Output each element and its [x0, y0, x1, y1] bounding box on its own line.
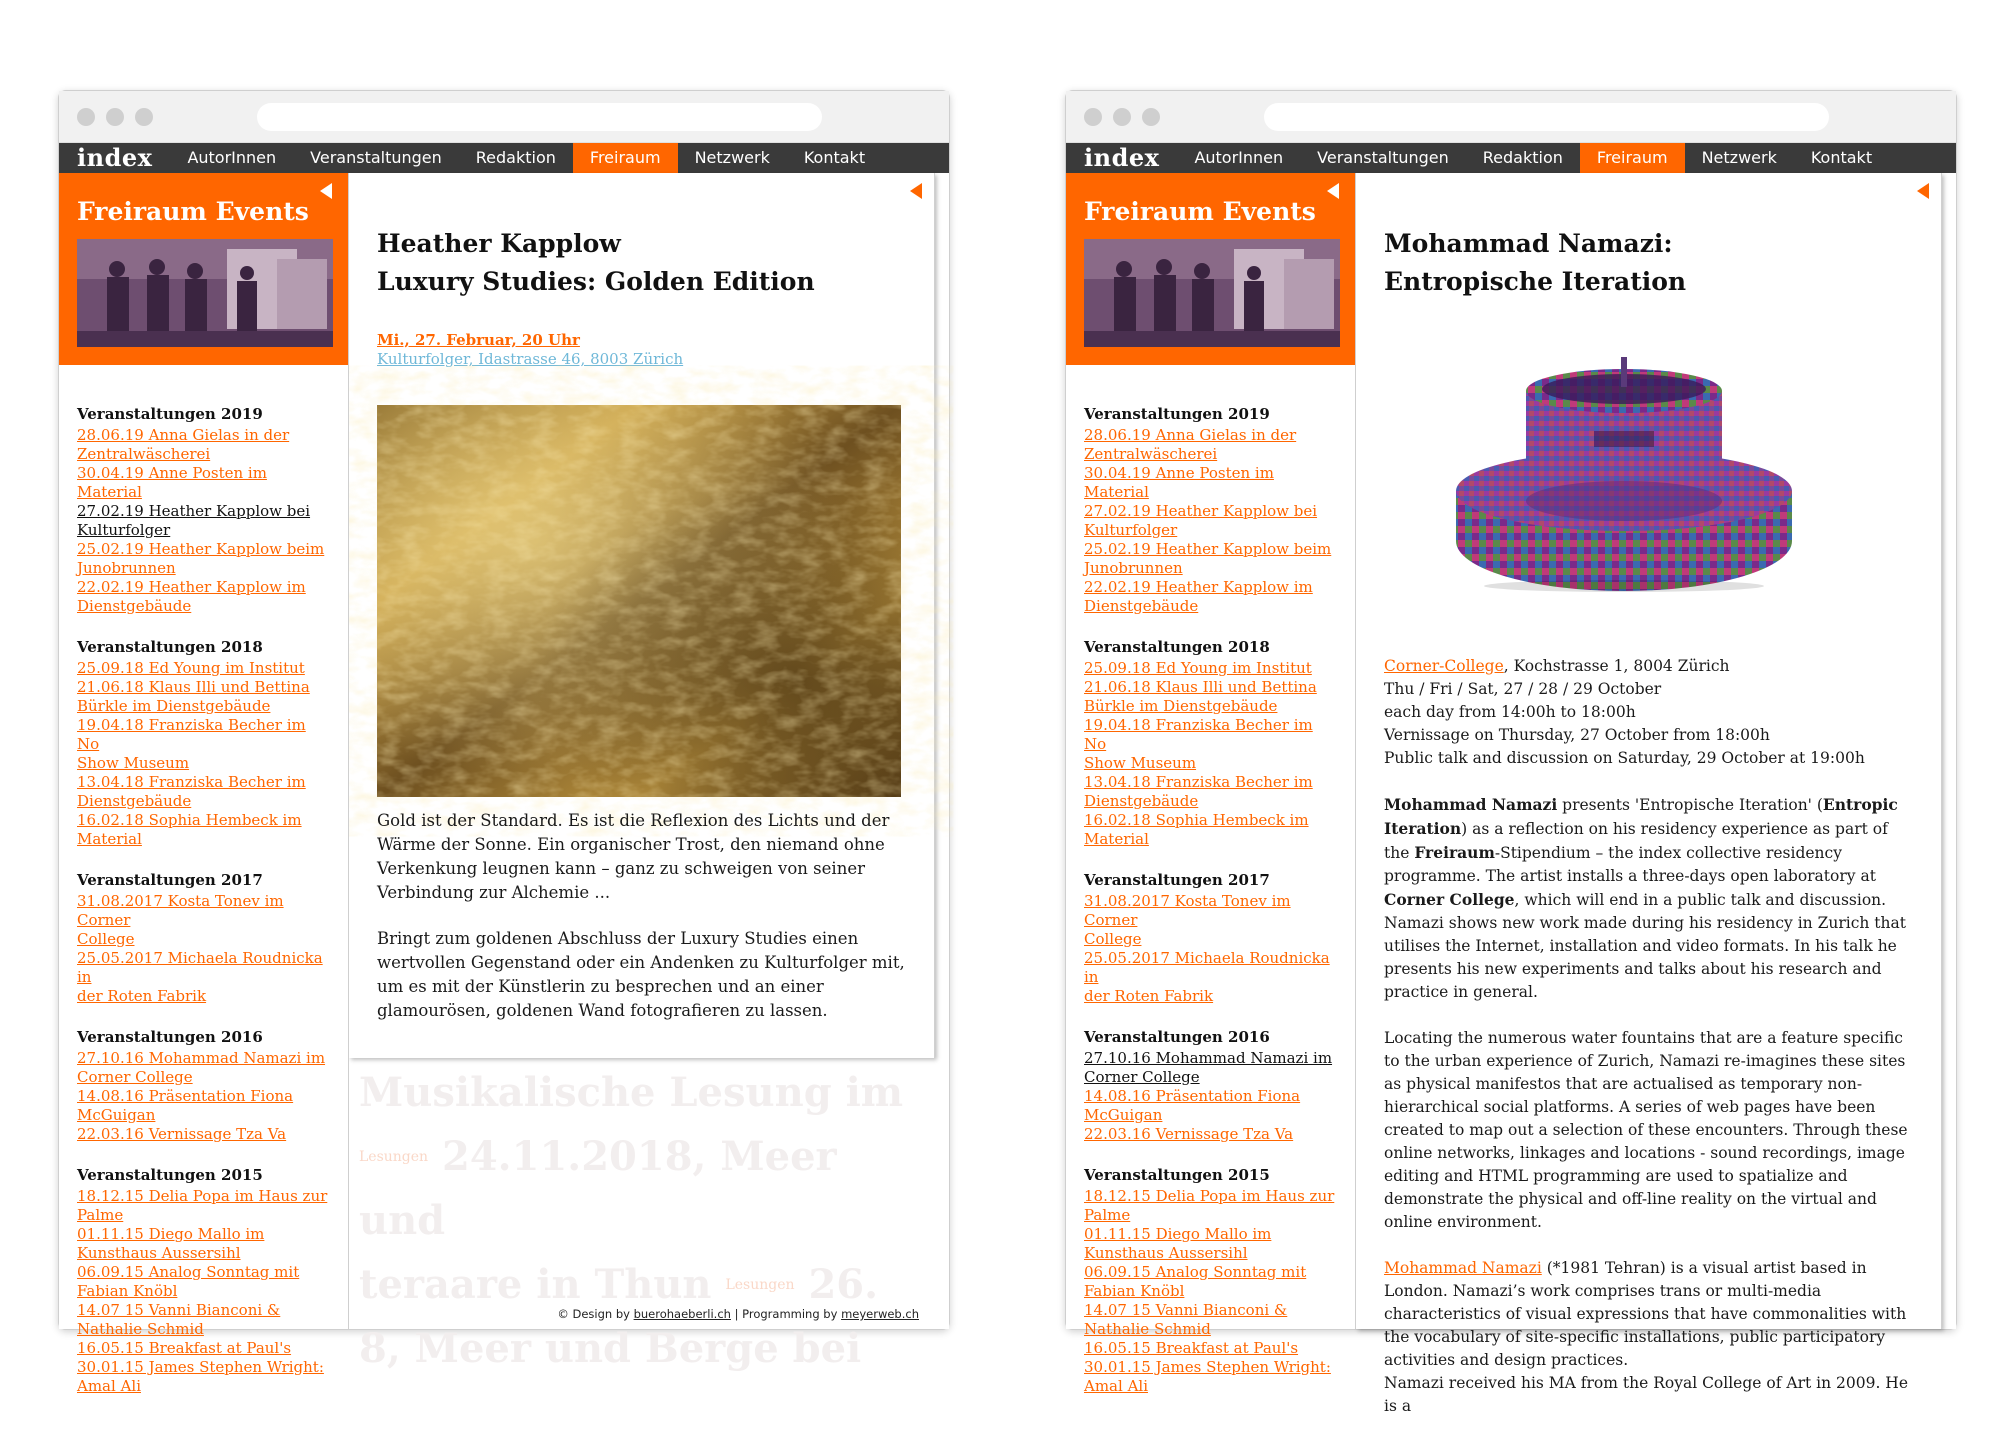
- event-link-line: 19.04.18 Franziska Becher im No: [77, 716, 306, 753]
- event-title: [1356, 173, 1941, 301]
- year-heading: Veranstaltungen 2017: [1084, 871, 1270, 889]
- event-link-line: 22.02.19 Heather Kapplow im: [1084, 578, 1313, 596]
- event-link-line: 25.09.18 Ed Young im Institut: [77, 659, 305, 677]
- event-link-line: 16.02.18 Sophia Hembeck im: [1084, 811, 1309, 829]
- event-link[interactable]: [1084, 1049, 1337, 1087]
- description-paragraph-3: [1384, 1257, 1917, 1418]
- artist-name: Mohammad Namazi: [1384, 795, 1558, 814]
- gold-wall-image: [377, 405, 901, 797]
- event-link-line: der Roten Fabrik: [77, 987, 207, 1005]
- footer-prog-prefix: | Programming by: [730, 1307, 842, 1321]
- event-hours: each day from 14:00h to 18:00h: [1384, 703, 1636, 721]
- main-nav: [59, 143, 949, 173]
- nav-item-freiraum[interactable]: Freiraum: [1580, 143, 1685, 173]
- nav-item-netzwerk[interactable]: Netzwerk: [1701, 148, 1777, 167]
- event-link-line: Bürkle im Dienstgebäude: [1084, 697, 1278, 715]
- year-group: [1084, 638, 1337, 849]
- event-link-line: Dienstgebäude: [1084, 597, 1199, 615]
- event-link-line: Kulturfolger: [1084, 521, 1178, 539]
- index-logo[interactable]: index: [77, 143, 153, 172]
- event-link[interactable]: [1084, 502, 1337, 540]
- event-link-line: Show Museum: [77, 754, 190, 772]
- event-link-line: 16.05.15 Breakfast at Paul's: [77, 1339, 292, 1357]
- event-link-line: Corner College: [1084, 1068, 1200, 1086]
- nav-item-kontakt[interactable]: Kontakt: [1810, 148, 1873, 167]
- collapse-arrow-icon[interactable]: [910, 183, 922, 199]
- event-link-line: 18.12.15 Delia Popa im Haus zur: [77, 1187, 328, 1205]
- collapse-arrow-icon[interactable]: [320, 183, 332, 199]
- nav-item-redaktion[interactable]: Redaktion: [1482, 148, 1563, 167]
- minimize-window-dot[interactable]: [1113, 108, 1131, 126]
- year-group: [77, 1028, 330, 1144]
- event-link-line: Nathalie Schmid: [77, 1320, 204, 1338]
- event-link[interactable]: [1084, 578, 1337, 616]
- event-link[interactable]: [1084, 1187, 1337, 1225]
- event-date[interactable]: Mi., 27. Februar, 20 Uhr: [377, 331, 580, 349]
- event-link[interactable]: [1084, 716, 1337, 773]
- year-heading: Veranstaltungen 2017: [77, 871, 263, 889]
- year-group: [77, 871, 330, 1006]
- sidebar-header: [1066, 173, 1355, 365]
- maximize-window-dot[interactable]: [135, 108, 153, 126]
- event-panel: [349, 173, 935, 1058]
- address-bar[interactable]: [1264, 103, 1829, 131]
- sidebar-header: [59, 173, 348, 365]
- event-link[interactable]: [1084, 426, 1337, 464]
- event-link[interactable]: [77, 426, 330, 464]
- event-link[interactable]: [77, 1087, 330, 1125]
- event-link-line: College: [77, 930, 135, 948]
- event-link-line: Junobrunnen: [1084, 559, 1183, 577]
- year-heading: Veranstaltungen 2018: [1084, 638, 1270, 656]
- event-link[interactable]: [77, 1301, 330, 1339]
- text-run: Namazi received his MA from the Royal College of Art in 2009. He is a: [1384, 1374, 1908, 1415]
- year-heading: Veranstaltungen 2019: [77, 405, 263, 423]
- event-link[interactable]: [77, 540, 330, 578]
- year-group: [1084, 871, 1337, 1006]
- year-heading: Veranstaltungen 2016: [1084, 1028, 1270, 1046]
- ghost-tag: Lesungen: [725, 1277, 795, 1293]
- maximize-window-dot[interactable]: [1142, 108, 1160, 126]
- event-link[interactable]: [77, 1225, 330, 1263]
- event-link[interactable]: [1084, 464, 1337, 502]
- event-link-line: Material: [77, 830, 142, 848]
- event-link-line: 18.12.15 Delia Popa im Haus zur: [1084, 1187, 1335, 1205]
- main-content: [349, 173, 949, 1372]
- nav-item-kontakt[interactable]: Kontakt: [803, 148, 866, 167]
- year-group: [77, 1166, 330, 1396]
- event-link-line: 14.08.16 Präsentation Fiona: [77, 1087, 294, 1105]
- nav-item-veranstaltungen[interactable]: Veranstaltungen: [310, 148, 442, 167]
- event-link[interactable]: [1084, 892, 1337, 949]
- browser-chrome: [1066, 91, 1956, 143]
- background-ghost-text: [349, 1061, 935, 1372]
- event-link-line: McGuigan: [1084, 1106, 1163, 1124]
- event-link[interactable]: [77, 892, 330, 949]
- event-link-line: Kunsthaus Aussersihl: [77, 1244, 241, 1262]
- year-heading: Veranstaltungen 2015: [77, 1166, 263, 1184]
- programme-name: Freiraum: [1414, 843, 1495, 862]
- event-link-line: Dienstgebäude: [1084, 792, 1199, 810]
- event-link[interactable]: [77, 716, 330, 773]
- description-paragraph-1: [1384, 793, 1917, 1004]
- event-link[interactable]: [1084, 1087, 1337, 1125]
- event-link[interactable]: [77, 1125, 330, 1144]
- event-logistics: [1384, 655, 1917, 770]
- nav-item-veranstaltungen[interactable]: Veranstaltungen: [1317, 148, 1449, 167]
- event-link-line: 21.06.18 Klaus Illi und Bettina: [1084, 678, 1317, 696]
- text-run: , which will end in a public talk and discussion. Namazi shows new work made during his residency in Zurich that utilises the Internet, installation and video formats. In his talk he presents his new experiments and talks about his research and practice in general.: [1384, 891, 1906, 1001]
- event-link-line: 25.05.2017 Michaela Roudnicka in: [1084, 949, 1330, 986]
- ghost-line: 26.: [808, 1261, 879, 1308]
- event-name: Entropische Iteration: [1384, 267, 1687, 296]
- event-link-line: 01.11.15 Diego Mallo im: [77, 1225, 265, 1243]
- venue-name: Corner College: [1384, 890, 1515, 909]
- event-link-line: 28.06.19 Anna Gielas in der: [1084, 426, 1297, 444]
- event-link-line: 22.03.16 Vernissage Tza Va: [77, 1125, 287, 1143]
- sidebar-title: Freiraum Events: [1084, 197, 1316, 226]
- event-link-line: Fabian Knöbl: [1084, 1282, 1185, 1300]
- event-location-link[interactable]: Kulturfolger, Idastrasse 46, 8003 Zürich: [377, 350, 684, 368]
- event-link-line: Material: [1084, 830, 1149, 848]
- event-link-line: 25.09.18 Ed Young im Institut: [1084, 659, 1312, 677]
- sidebar: [1066, 173, 1356, 1395]
- text-run: ) as a reflection on his residency experience as part of the: [1384, 820, 1888, 862]
- event-link-line: Corner College: [77, 1068, 193, 1086]
- sidebar-photo: [1084, 239, 1340, 347]
- event-link[interactable]: [1084, 1225, 1337, 1263]
- text-run: -Stipendium – the index collective residency programme. The artist installs a three-days open laboratory at: [1384, 844, 1876, 885]
- footer-design-prefix: © Design by: [557, 1307, 634, 1321]
- event-vernissage: Vernissage on Thursday, 27 October from 18:00h: [1384, 726, 1770, 744]
- event-link-line: 30.01.15 James Stephen Wright:: [1084, 1358, 1331, 1376]
- event-link[interactable]: [1084, 1339, 1337, 1358]
- event-link[interactable]: [1084, 1125, 1337, 1144]
- minimize-window-dot[interactable]: [106, 108, 124, 126]
- venue-address: , Kochstrasse 1, 8004 Zürich: [1503, 657, 1730, 675]
- event-link-line: Dienstgebäude: [77, 792, 192, 810]
- main-content: [1356, 173, 1956, 1415]
- event-link-line: 28.06.19 Anna Gielas in der: [77, 426, 290, 444]
- event-list: [1066, 365, 1355, 1396]
- event-link-line: 30.01.15 James Stephen Wright:: [77, 1358, 324, 1376]
- design-credit-link[interactable]: buerohaeberli.ch: [633, 1307, 731, 1321]
- event-dates: Thu / Fri / Sat, 27 / 28 / 29 October: [1384, 680, 1662, 698]
- event-link[interactable]: [1084, 949, 1337, 1006]
- event-link-line: 22.03.16 Vernissage Tza Va: [1084, 1125, 1294, 1143]
- event-link-line: 13.04.18 Franziska Becher im: [77, 773, 306, 791]
- event-talk: Public talk and discussion on Saturday, 29 October at 19:00h: [1384, 749, 1865, 767]
- event-link[interactable]: [1084, 1263, 1337, 1301]
- nav-item-redaktion[interactable]: Redaktion: [475, 148, 556, 167]
- fountain-image: [1444, 351, 1804, 611]
- event-link[interactable]: [1084, 678, 1337, 716]
- event-link-line: Palme: [77, 1206, 124, 1224]
- programming-credit-link[interactable]: meyerweb.ch: [841, 1307, 919, 1321]
- nav-item-freiraum[interactable]: Freiraum: [573, 143, 678, 173]
- sidebar-photo: [77, 239, 333, 347]
- collapse-arrow-icon[interactable]: [1327, 183, 1339, 199]
- work-title: Entropic Iteration: [1384, 795, 1898, 838]
- site-footer: [557, 1307, 919, 1321]
- close-window-dot[interactable]: [1084, 108, 1102, 126]
- event-link[interactable]: [77, 811, 330, 849]
- event-link[interactable]: [77, 1358, 330, 1396]
- browser-window-left: [58, 90, 950, 1395]
- year-group: [1084, 1028, 1337, 1144]
- event-link-line: Zentralwäscherei: [1084, 445, 1218, 463]
- year-group: [1084, 1166, 1337, 1396]
- event-link-line: 30.04.19 Anne Posten im Material: [77, 464, 267, 501]
- event-link-line: 06.09.15 Analog Sonntag mit: [1084, 1263, 1307, 1281]
- event-link-line: Fabian Knöbl: [77, 1282, 178, 1300]
- ghost-line: Musikalische Lesung im: [359, 1069, 904, 1116]
- year-heading: Veranstaltungen 2019: [1084, 405, 1270, 423]
- event-link-line: 27.02.19 Heather Kapplow bei: [1084, 502, 1318, 520]
- event-link-line: 25.02.19 Heather Kapplow beim: [77, 540, 325, 558]
- ghost-line: teraare in Thun: [359, 1261, 712, 1308]
- event-link-line: College: [1084, 930, 1142, 948]
- event-link[interactable]: [77, 773, 330, 811]
- event-link[interactable]: [77, 1263, 330, 1301]
- year-group: [77, 638, 330, 849]
- event-link-line: 13.04.18 Franziska Becher im: [1084, 773, 1313, 791]
- event-artist: Mohammad Namazi:: [1384, 229, 1673, 258]
- text-run: presents 'Entropische Iteration' (: [1557, 796, 1823, 814]
- event-link-line: 14.07 15 Vanni Bianconi &: [1084, 1301, 1288, 1319]
- event-link[interactable]: [1084, 1358, 1337, 1396]
- venue-link[interactable]: Corner-College: [1384, 657, 1504, 675]
- event-link-line: 14.07 15 Vanni Bianconi &: [77, 1301, 281, 1319]
- event-artist: Heather Kapplow: [377, 229, 621, 258]
- sidebar: [59, 173, 349, 1395]
- event-link[interactable]: [77, 578, 330, 616]
- ghost-line: 8, Meer und Berge bei: [359, 1325, 862, 1372]
- event-link-line: Show Museum: [1084, 754, 1197, 772]
- event-link[interactable]: [1084, 540, 1337, 578]
- event-link-line: der Roten Fabrik: [1084, 987, 1214, 1005]
- event-link[interactable]: [77, 678, 330, 716]
- event-link-line: 27.10.16 Mohammad Namazi im: [1084, 1049, 1333, 1067]
- event-link[interactable]: [1084, 811, 1337, 849]
- event-link-line: 31.08.2017 Kosta Tonev im Corner: [1084, 892, 1291, 929]
- event-link-line: Kunsthaus Aussersihl: [1084, 1244, 1248, 1262]
- year-group: [77, 405, 330, 616]
- ghost-line: 24.11.2018, Meer und: [359, 1133, 837, 1244]
- event-list: [59, 365, 348, 1396]
- event-link[interactable]: [77, 949, 330, 1006]
- event-info: [1356, 611, 1941, 1418]
- event-link-line: Amal Ali: [1084, 1377, 1148, 1395]
- event-link-line: 25.02.19 Heather Kapplow beim: [1084, 540, 1332, 558]
- browser-chrome: [59, 91, 949, 143]
- event-link-line: 19.04.18 Franziska Becher im No: [1084, 716, 1313, 753]
- event-link-line: Nathalie Schmid: [1084, 1320, 1211, 1338]
- artist-link[interactable]: Mohammad Namazi: [1384, 1259, 1542, 1277]
- event-link-line: McGuigan: [77, 1106, 156, 1124]
- event-link[interactable]: [1084, 659, 1337, 678]
- event-link-line: Bürkle im Dienstgebäude: [77, 697, 271, 715]
- year-heading: Veranstaltungen 2015: [1084, 1166, 1270, 1184]
- ghost-tag: Lesungen: [359, 1149, 429, 1165]
- text-run: (*1981 Tehran) is a visual artist based in London. Namazi’s work comprises trans or multi-media characteristics of visual expressions that have commonalities with the vocabulary of site-specific installations, public participatory activities and design practices.: [1384, 1259, 1907, 1369]
- event-link-line: 14.08.16 Präsentation Fiona: [1084, 1087, 1301, 1105]
- close-window-dot[interactable]: [77, 108, 95, 126]
- event-link-line: Kulturfolger: [77, 521, 171, 539]
- event-name: Luxury Studies: Golden Edition: [377, 267, 815, 296]
- event-panel: [1356, 173, 1942, 1415]
- event-link[interactable]: [77, 1049, 330, 1087]
- event-link[interactable]: [77, 502, 330, 540]
- sidebar-title: Freiraum Events: [77, 197, 309, 226]
- event-link[interactable]: [77, 464, 330, 502]
- event-description: [349, 797, 934, 1023]
- event-link-line: Amal Ali: [77, 1377, 141, 1395]
- event-link-line: 21.06.18 Klaus Illi und Bettina: [77, 678, 310, 696]
- index-logo[interactable]: index: [1084, 143, 1160, 172]
- event-link-line: Junobrunnen: [77, 559, 176, 577]
- event-link-line: 06.09.15 Analog Sonntag mit: [77, 1263, 300, 1281]
- description-paragraph-2: Bringt zum goldenen Abschluss der Luxury Studies einen wertvollen Gegenstand oder ein Andenken zu Kulturfolger mit, um es mit der Künstlerin zu besprechen und an einer glamourösen, goldenen Wand fotografieren zu lassen.: [377, 929, 905, 1020]
- event-link-line: 22.02.19 Heather Kapplow im: [77, 578, 306, 596]
- event-link-line: Zentralwäscherei: [77, 445, 211, 463]
- year-group: [1084, 405, 1337, 616]
- description-paragraph-1: Gold ist der Standard. Es ist die Reflexion des Lichts und der Wärme der Sonne. Ein organischer Trost, den niemand ohne Verkenkung leugnen kann – ganz zu schweigen von seiner Verbindung zur Alchemie ...: [377, 811, 890, 902]
- event-link[interactable]: [1084, 1301, 1337, 1339]
- event-title: [349, 173, 934, 301]
- nav-item-autorinnen[interactable]: AutorInnen: [1194, 148, 1284, 167]
- address-bar[interactable]: [257, 103, 822, 131]
- event-link-line: 16.05.15 Breakfast at Paul's: [1084, 1339, 1299, 1357]
- nav-item-autorinnen[interactable]: AutorInnen: [187, 148, 277, 167]
- event-link-line: 16.02.18 Sophia Hembeck im: [77, 811, 302, 829]
- event-link[interactable]: [77, 659, 330, 678]
- event-link-line: 30.04.19 Anne Posten im Material: [1084, 464, 1274, 501]
- year-heading: Veranstaltungen 2016: [77, 1028, 263, 1046]
- description-paragraph-2: Locating the numerous water fountains that are a feature specific to the urban experience of Zurich, Namazi re-imagines these sites as physical manifestos that are actualised as temporary non-hierarchical social platforms. A series of web pages have been created to map out a selection of these encounters. Through these online networks, linkages and locations - sound recordings, image editing and HTML programming are used to spatialize and demonstrate the physical and off-line reality on the virtual and online environment.: [1384, 1029, 1908, 1231]
- browser-window-right: [1065, 90, 1957, 1415]
- event-link[interactable]: [1084, 773, 1337, 811]
- event-link-line: 01.11.15 Diego Mallo im: [1084, 1225, 1272, 1243]
- collapse-arrow-icon[interactable]: [1917, 183, 1929, 199]
- event-link-line: Dienstgebäude: [77, 597, 192, 615]
- event-link-line: 31.08.2017 Kosta Tonev im Corner: [77, 892, 284, 929]
- nav-item-netzwerk[interactable]: Netzwerk: [694, 148, 770, 167]
- event-link-line: Palme: [1084, 1206, 1131, 1224]
- year-heading: Veranstaltungen 2018: [77, 638, 263, 656]
- event-link-line: 27.02.19 Heather Kapplow bei: [77, 502, 311, 520]
- event-link-line: 25.05.2017 Michaela Roudnicka in: [77, 949, 323, 986]
- event-link[interactable]: [77, 1339, 330, 1358]
- event-link-line: 27.10.16 Mohammad Namazi im: [77, 1049, 326, 1067]
- main-nav: [1066, 143, 1956, 173]
- event-link[interactable]: [77, 1187, 330, 1225]
